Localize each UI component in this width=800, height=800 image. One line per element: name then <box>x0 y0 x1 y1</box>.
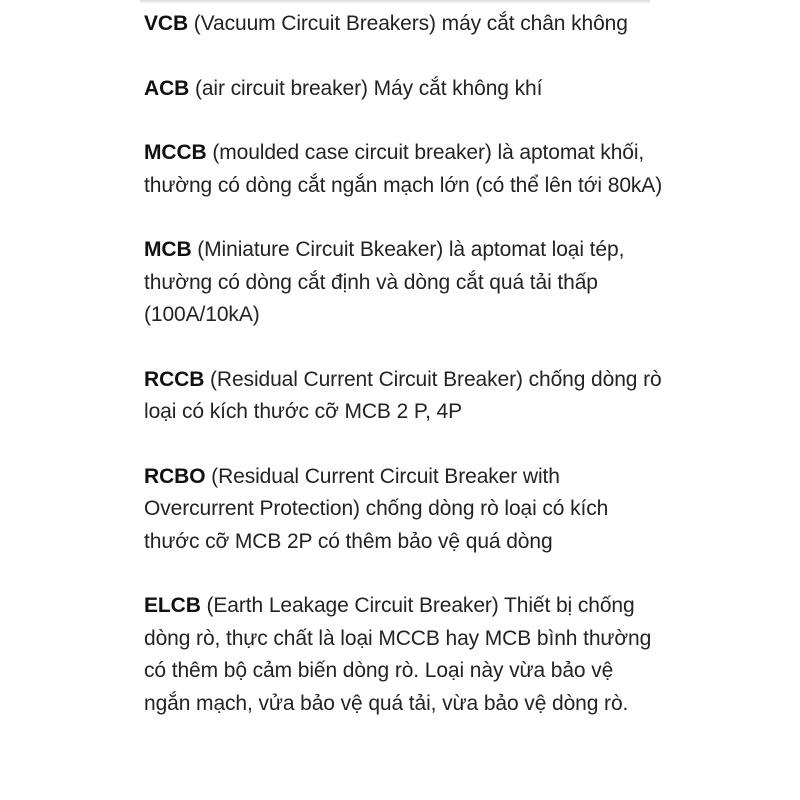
entry-acb <box>144 73 664 106</box>
entry-rcbo <box>144 461 664 559</box>
term-mcb: MCB <box>144 238 192 261</box>
description-acb: (air circuit breaker) Máy cắt không khí <box>189 76 543 100</box>
entry-elcb <box>144 590 664 720</box>
description-elcb: (Earth Leakage Circuit Breaker) Thiết bị chống dòng rò, thực chất là loại MCCB hay MCB bình thường có thêm bộ cảm biến dòng rò. Loại này vừa bảo vệ ngắn mạch, vửa bảo vệ quá tải, vừa bảo vệ dòng rò. <box>144 594 652 715</box>
description-mccb: (moulded case circuit breaker) là aptomat khối, thường có dòng cắt ngắn mạch lớn (có thể lên tới 80kA) <box>144 141 663 197</box>
term-acb: ACB <box>144 76 190 100</box>
top-shadow-divider <box>140 0 650 4</box>
entry-rccb <box>144 364 664 429</box>
term-mccb: MCCB <box>144 141 207 164</box>
term-vcb: VCB <box>144 12 189 35</box>
entry-mcb <box>144 234 664 332</box>
description-mcb: (Miniature Circuit Bkeaker) là aptomat loại tép, thường có dòng cắt định và dòng cắt quá tải thấp (100A/10kA) <box>144 238 625 326</box>
description-vcb: (Vacuum Circuit Breakers) máy cắt chân không <box>188 12 628 35</box>
entry-vcb <box>144 8 664 41</box>
description-rccb: (Residual Current Circuit Breaker) chống dòng rò loại có kích thước cỡ MCB 2 P, 4P <box>144 367 662 423</box>
term-rccb: RCCB <box>144 367 205 391</box>
term-elcb: ELCB <box>144 594 201 617</box>
entry-mccb <box>144 137 664 202</box>
description-rcbo: (Residual Current Circuit Breaker with Overcurrent Protection) chống dòng rò loại có kích thước cỡ MCB 2P có thêm bảo vệ quá dòng <box>144 464 609 553</box>
breaker-glossary <box>144 8 664 752</box>
term-rcbo: RCBO <box>144 464 206 488</box>
